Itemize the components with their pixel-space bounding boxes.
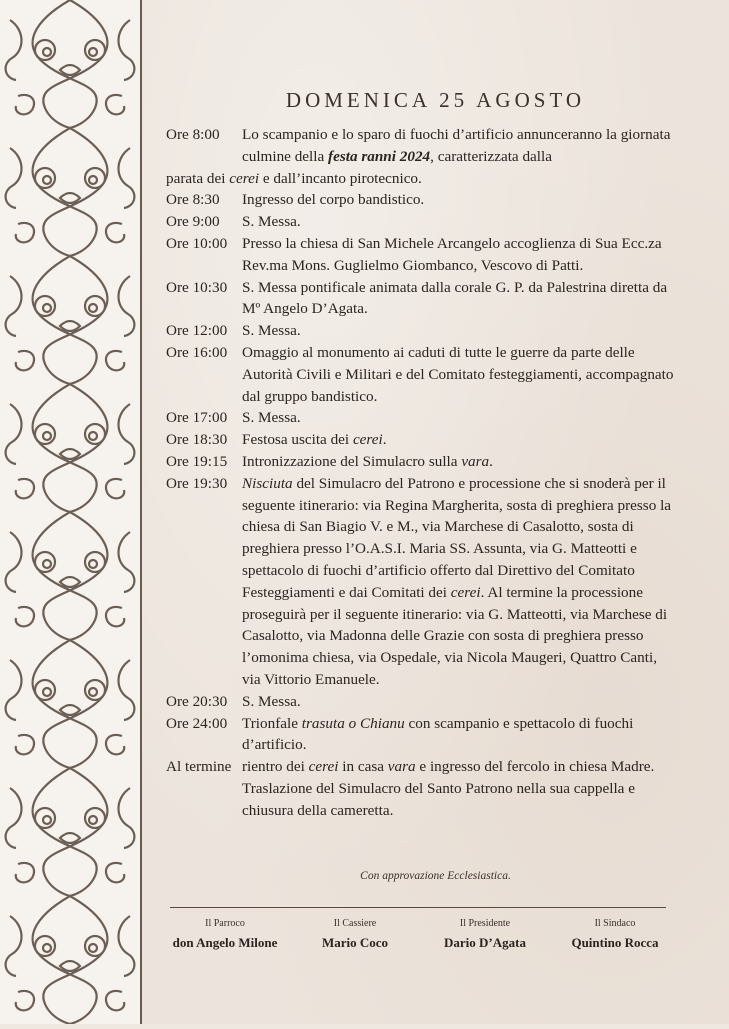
schedule-time: Ore 19:15 (166, 452, 228, 470)
schedule-description: Trionfale trasuta o Chianu con scampanio e spettacolo di fuochi d’artificio. (242, 714, 634, 754)
signatures (160, 918, 680, 951)
signature-name: Dario D’Agata (444, 935, 526, 950)
signature-divider (170, 907, 666, 908)
schedule-row (166, 233, 676, 277)
schedule-time: Ore 20:30 (166, 692, 228, 710)
schedule-description: S. Messa pontificale animata dalla corale G. P. da Palestrina diretta da Mº Angelo D’Agata. (242, 278, 668, 318)
schedule-list (166, 124, 676, 822)
page-title: DOMENICA 25 AGOSTO (285, 88, 586, 112)
schedule-description: parata dei cerei e dall’incanto pirotecnico. (166, 169, 422, 187)
signature-block (420, 918, 550, 951)
schedule-time: Ore 12:00 (166, 322, 228, 340)
schedule-description: Lo scampanio e lo sparo di fuochi d’artificio annunceranno la giornata culmine della festa ranni 2024, caratterizzata dalla (242, 126, 671, 165)
schedule-row (166, 189, 676, 211)
schedule-row (166, 713, 676, 757)
schedule-row (166, 342, 676, 407)
schedule-time: Ore 19:30 (166, 474, 228, 492)
schedule-description: Nisciuta del Simulacro del Patrono e processione che si snoderà per il seguente itinerario: via Regina Margherita, sosta di preghiera presso la chiesa di San Biagio V. e M., via Marchese di Casalotto, sosta di preghiera presso l’O.A.S.I. Maria SS. Assunta, via G. Matteotti e spettacolo di fuochi d’artificio offerto dal Direttivo del Comitato Festeggiamenti e dai Comitati dei cerei. Al termine la processione proseguirà per il seguente itinerario: via G. Matteotti, via Marchese di Casalotto, via Madonna delle Grazie con sosta di preghiera presso l’omonima chiesa, via Ospedale, via Nicola Maugeri, Quattro Canti, via Vittorio Emanuele. (242, 474, 672, 688)
schedule-description: Ingresso del corpo bandistico. (242, 191, 425, 209)
signature-role: Il Sindaco (594, 918, 636, 929)
signature-name: Quintino Rocca (571, 935, 659, 950)
schedule-row (166, 277, 676, 321)
schedule-description: S. Messa. (242, 409, 301, 427)
schedule-time: Ore 16:00 (166, 343, 228, 361)
approval-note: Con approvazione Ecclesiastica. (360, 870, 511, 882)
schedule-description: S. Messa. (242, 322, 301, 340)
signature-role: Il Cassiere (333, 918, 377, 929)
signature-name: don Angelo Milone (172, 935, 278, 950)
ornamental-border (0, 0, 140, 1024)
schedule-time: Ore 8:00 (166, 126, 220, 143)
signature-name: Mario Coco (321, 935, 389, 950)
schedule-description: rientro dei cerei in casa vara e ingresso del fercolo in chiesa Madre. Traslazione del Simulacro del Santo Patrono nella sua cappella e chiusura della cameretta. (242, 758, 655, 819)
schedule-row (166, 168, 676, 190)
schedule-description: Festosa uscita dei cerei. (242, 431, 387, 449)
signature-block (160, 918, 290, 951)
signature-role: Il Parroco (205, 918, 245, 929)
schedule-time: Al termine (166, 758, 232, 776)
schedule-time: Ore 17:00 (166, 409, 228, 427)
schedule-description: Intronizzazione del Simulacro sulla vara. (242, 452, 493, 470)
signature-block (290, 918, 420, 951)
schedule-row (166, 320, 676, 342)
schedule-row (166, 124, 676, 168)
schedule-description: Omaggio al monumento ai caduti di tutte le guerre da parte delle Autorità Civili e Militari e del Comitato festeggiamenti, accompagnato dal gruppo bandistico. (242, 343, 674, 405)
schedule-row (166, 473, 676, 691)
signature-role: Il Presidente (459, 918, 511, 929)
schedule-time: Ore 8:30 (166, 191, 220, 209)
schedule-description: Presso la chiesa di San Michele Arcangelo accoglienza di Sua Ecc.za Rev.ma Mons. Guglielmo Giombanco, Vescovo di Patti. (242, 234, 662, 274)
schedule-description: S. Messa. (242, 213, 301, 231)
floral-ornament-icon (0, 0, 140, 1024)
schedule-time: Ore 10:30 (166, 278, 228, 296)
schedule-row (166, 691, 676, 713)
signature-block (550, 918, 680, 951)
schedule-time: Ore 18:30 (166, 431, 228, 449)
schedule-row (166, 451, 676, 473)
schedule-time: Ore 10:00 (166, 234, 228, 252)
schedule-row (166, 429, 676, 451)
schedule-row (166, 407, 676, 429)
schedule-row (166, 211, 676, 233)
schedule-description: S. Messa. (242, 692, 301, 710)
schedule-time: Ore 24:00 (166, 714, 228, 732)
schedule-row (166, 756, 676, 821)
schedule-time: Ore 9:00 (166, 213, 220, 231)
